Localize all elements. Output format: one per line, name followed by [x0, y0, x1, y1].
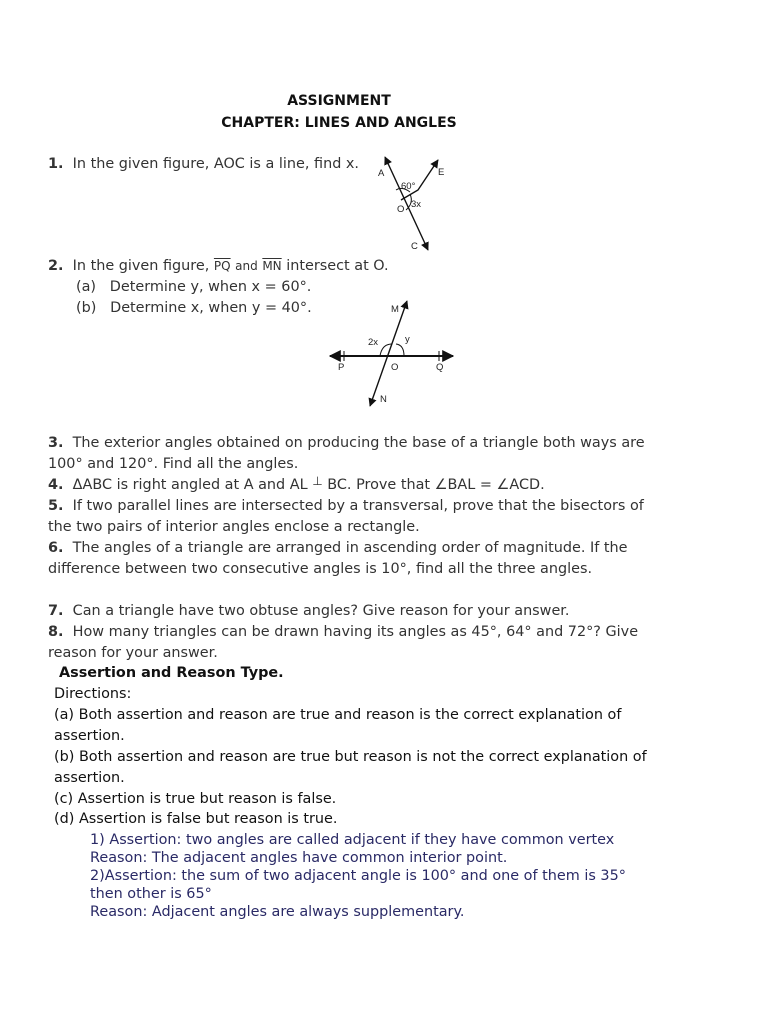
question-text: In the given figure, AOC is a line, find x.	[72, 156, 359, 172]
question-text: If two parallel lines are intersected by a transversal, prove that the bisectors of	[72, 498, 644, 514]
question-text: Can a triangle have two obtuse angles? Give reason for your answer.	[72, 603, 570, 619]
option-b: (b) Both assertion and reason are true but reason is not the correct explanation of	[54, 749, 647, 765]
label-60: 60°	[401, 181, 416, 192]
question-3-cont: 100° and 120°. Find all the angles.	[48, 456, 299, 472]
option-d: (d) Assertion is false but reason is true.	[54, 811, 338, 827]
assertion-item-1: 1) Assertion: two angles are called adjacent if they have common vertex	[90, 832, 615, 848]
reason-item-2: Reason: Adjacent angles are always supplementary.	[90, 904, 465, 920]
part-text: Determine x, when y = 40°.	[110, 300, 312, 316]
label-m: M	[391, 304, 399, 315]
directions-label: Directions:	[54, 686, 132, 702]
question-text-end: intersect at O.	[286, 258, 389, 274]
angle-arc-y	[396, 344, 404, 356]
part-label: (b)	[76, 300, 97, 316]
label-2x: 2x	[368, 337, 379, 348]
question-text: The angles of a triangle are arranged in ascending order of magnitude. If the	[72, 540, 628, 556]
option-a: (a) Both assertion and reason are true and reason is the correct explanation of	[54, 707, 622, 723]
question-text: The exterior angles obtained on producing the base of a triangle both ways are	[72, 435, 645, 451]
question-text-start: ΔABC is right angled at A and AL	[72, 477, 308, 493]
perpendicular-symbol: ⊥	[312, 474, 323, 488]
question-3	[48, 435, 645, 451]
label-p: P	[338, 362, 345, 373]
assertion-item-2-cont: then other is 65°	[90, 886, 212, 902]
label-y: y	[405, 334, 410, 345]
label-o: O	[397, 204, 405, 215]
question-7	[48, 603, 569, 619]
question-6	[48, 540, 628, 556]
page-title: ASSIGNMENT	[287, 93, 391, 109]
label-a: A	[378, 168, 385, 179]
part-text: Determine y, when x = 60°.	[109, 279, 312, 295]
question-text-start: In the given figure,	[72, 258, 210, 274]
question-8-cont: reason for your answer.	[48, 645, 218, 661]
label-o: O	[391, 362, 399, 373]
line-mn	[370, 301, 407, 406]
segment-pq: $\overline{PQ}$	[213, 259, 231, 273]
part-label: (a)	[76, 279, 97, 295]
chapter-title: CHAPTER: LINES AND ANGLES	[221, 115, 457, 131]
question-number: 5.	[48, 498, 64, 514]
question-6-cont: difference between two consecutive angles is 10°, find all the three angles.	[48, 561, 593, 577]
label-e: E	[438, 167, 445, 178]
question-4	[48, 474, 545, 493]
question-number: 2.	[48, 258, 64, 274]
assertion-heading: Assertion and Reason Type.	[59, 665, 284, 681]
question-text: How many triangles can be drawn having its angles as 45°, 64° and 72°? Give	[72, 624, 639, 640]
option-c: (c) Assertion is true but reason is false.	[54, 791, 337, 807]
reason-item-1: Reason: The adjacent angles have common interior point.	[90, 850, 508, 866]
question-number: 1.	[48, 156, 64, 172]
label-q: Q	[436, 362, 444, 373]
question-number: 3.	[48, 435, 64, 451]
option-b-cont: assertion.	[54, 770, 125, 786]
question-5-cont: the two pairs of interior angles enclose a rectangle.	[48, 519, 420, 535]
question-number: 6.	[48, 540, 64, 556]
question-number: 7.	[48, 603, 64, 619]
label-n: N	[380, 394, 387, 405]
question-number: 8.	[48, 624, 64, 640]
and-word: and	[235, 259, 258, 273]
question-text-end: BC. Prove that ∠BAL = ∠ACD.	[327, 477, 545, 493]
question-8	[48, 624, 638, 640]
option-a-cont: assertion.	[54, 728, 125, 744]
label-3x: 3x	[411, 199, 422, 210]
segment-mn: $\overline{MN}$	[262, 259, 282, 273]
assertion-item-2: 2)Assertion: the sum of two adjacent angle is 100° and one of them is 35°	[90, 868, 626, 884]
question-5	[48, 498, 644, 514]
question-number: 4.	[48, 477, 64, 493]
label-c: C	[411, 241, 418, 252]
